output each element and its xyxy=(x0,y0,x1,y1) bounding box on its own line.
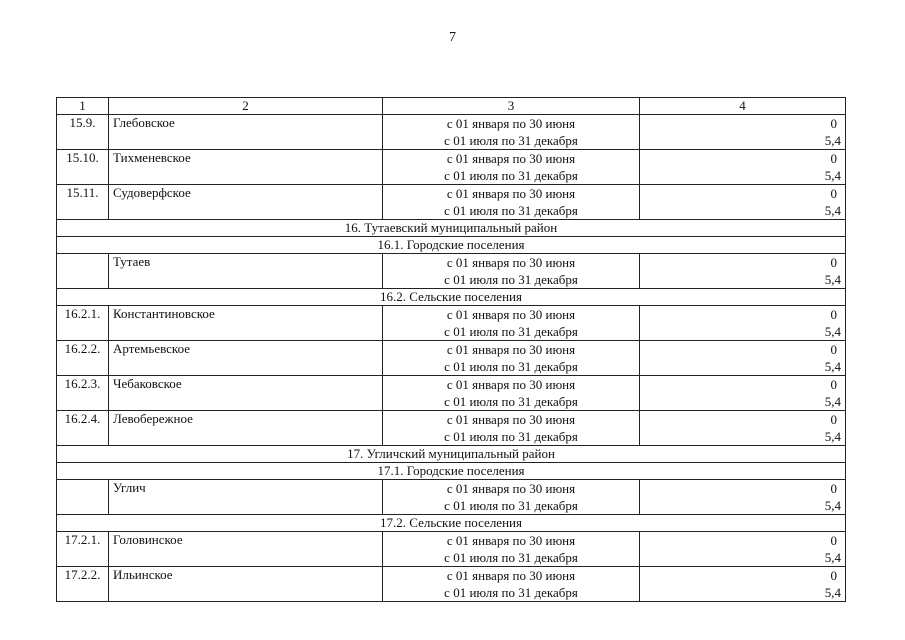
settlement-name: Углич xyxy=(109,480,383,515)
section-row xyxy=(57,237,846,254)
row-number xyxy=(57,480,109,515)
period-cell xyxy=(383,532,640,567)
period-cell xyxy=(383,376,640,411)
section-row xyxy=(57,220,846,237)
period-text: с 01 июля по 31 декабря xyxy=(444,203,578,218)
period-text: с 01 июля по 31 декабря xyxy=(444,168,578,183)
period-text: с 01 января по 30 июня xyxy=(446,186,576,201)
period-cell xyxy=(383,480,640,515)
rate-value: 0 xyxy=(830,307,837,322)
row-number: 16.2.2. xyxy=(57,341,109,376)
period-cell xyxy=(383,306,640,341)
settlement-name: Ильинское xyxy=(109,567,383,602)
period-text: с 01 июля по 31 декабря xyxy=(444,272,578,287)
settlement-name: Константиновское xyxy=(109,306,383,341)
period-cell xyxy=(383,150,640,185)
period-cell xyxy=(383,567,640,602)
value-cell xyxy=(640,341,846,376)
period-text: с 01 июля по 31 декабря xyxy=(444,498,578,513)
table-row xyxy=(57,341,846,376)
rate-value: 0 xyxy=(830,481,837,496)
table-row xyxy=(57,480,846,515)
section-title: 16.1. Городские поселения xyxy=(57,237,846,254)
rate-value: 0 xyxy=(830,116,837,131)
period-text: с 01 января по 30 июня xyxy=(446,481,576,496)
row-number: 15.10. xyxy=(57,150,109,185)
value-cell xyxy=(640,411,846,446)
period-text: с 01 января по 30 июня xyxy=(446,533,576,548)
period-text: с 01 января по 30 июня xyxy=(446,568,576,583)
value-cell xyxy=(640,306,846,341)
tariff-table xyxy=(56,97,846,602)
value-cell xyxy=(640,376,846,411)
section-row xyxy=(57,515,846,532)
row-number: 17.2.2. xyxy=(57,567,109,602)
rate-value: 5,4 xyxy=(824,585,841,600)
column-header-2: 2 xyxy=(109,98,383,115)
table-row xyxy=(57,306,846,341)
period-text: с 01 июля по 31 декабря xyxy=(444,359,578,374)
table-body xyxy=(57,98,846,602)
value-cell xyxy=(640,567,846,602)
section-title: 16. Тутаевский муниципальный район xyxy=(57,220,846,237)
period-text: с 01 января по 30 июня xyxy=(446,255,576,270)
table-header-row xyxy=(57,98,846,115)
period-cell xyxy=(383,185,640,220)
row-number: 16.2.3. xyxy=(57,376,109,411)
table-row xyxy=(57,376,846,411)
settlement-name: Тутаев xyxy=(109,254,383,289)
rate-value: 0 xyxy=(830,255,837,270)
period-cell xyxy=(383,254,640,289)
section-row xyxy=(57,463,846,480)
rate-value: 0 xyxy=(830,186,837,201)
settlement-name: Глебовское xyxy=(109,115,383,150)
rate-value: 5,4 xyxy=(824,168,841,183)
rate-value: 5,4 xyxy=(824,550,841,565)
value-cell xyxy=(640,115,846,150)
rate-value: 0 xyxy=(830,377,837,392)
value-cell xyxy=(640,480,846,515)
column-header-1: 1 xyxy=(57,98,109,115)
period-cell xyxy=(383,341,640,376)
table-row xyxy=(57,185,846,220)
rate-value: 5,4 xyxy=(824,498,841,513)
row-number: 15.9. xyxy=(57,115,109,150)
rate-value: 5,4 xyxy=(824,359,841,374)
row-number: 16.2.4. xyxy=(57,411,109,446)
settlement-name: Артемьевское xyxy=(109,341,383,376)
period-text: с 01 января по 30 июня xyxy=(446,377,576,392)
rate-value: 5,4 xyxy=(824,324,841,339)
period-text: с 01 июля по 31 декабря xyxy=(444,324,578,339)
value-cell xyxy=(640,532,846,567)
settlement-name: Судоверфское xyxy=(109,185,383,220)
period-text: с 01 января по 30 июня xyxy=(446,342,576,357)
table-row xyxy=(57,150,846,185)
period-cell xyxy=(383,115,640,150)
period-text: с 01 июля по 31 декабря xyxy=(444,429,578,444)
row-number xyxy=(57,254,109,289)
table-row xyxy=(57,567,846,602)
settlement-name: Головинское xyxy=(109,532,383,567)
rate-value: 5,4 xyxy=(824,203,841,218)
period-text: с 01 января по 30 июня xyxy=(446,116,576,131)
settlement-name: Тихменевское xyxy=(109,150,383,185)
rate-value: 0 xyxy=(830,342,837,357)
column-header-3: 3 xyxy=(383,98,640,115)
period-text: с 01 января по 30 июня xyxy=(446,307,576,322)
period-cell xyxy=(383,411,640,446)
table-row xyxy=(57,411,846,446)
table-row xyxy=(57,254,846,289)
period-text: с 01 июля по 31 декабря xyxy=(444,394,578,409)
section-title: 17. Угличский муниципальный район xyxy=(57,446,846,463)
section-row xyxy=(57,289,846,306)
table-row xyxy=(57,532,846,567)
rate-value: 0 xyxy=(830,412,837,427)
period-text: с 01 июля по 31 декабря xyxy=(444,133,578,148)
section-title: 17.1. Городские поселения xyxy=(57,463,846,480)
period-text: с 01 июля по 31 декабря xyxy=(444,585,578,600)
rate-value: 5,4 xyxy=(824,394,841,409)
page-number: 7 xyxy=(449,30,456,45)
value-cell xyxy=(640,185,846,220)
row-number: 17.2.1. xyxy=(57,532,109,567)
rate-value: 0 xyxy=(830,533,837,548)
rate-value: 0 xyxy=(830,568,837,583)
column-header-4: 4 xyxy=(640,98,846,115)
rate-value: 5,4 xyxy=(824,272,841,287)
section-title: 16.2. Сельские поселения xyxy=(57,289,846,306)
settlement-name: Чебаковское xyxy=(109,376,383,411)
section-title: 17.2. Сельские поселения xyxy=(57,515,846,532)
table-row xyxy=(57,115,846,150)
value-cell xyxy=(640,254,846,289)
section-row xyxy=(57,446,846,463)
rate-value: 5,4 xyxy=(824,133,841,148)
period-text: с 01 января по 30 июня xyxy=(446,151,576,166)
row-number: 16.2.1. xyxy=(57,306,109,341)
rate-value: 5,4 xyxy=(824,429,841,444)
value-cell xyxy=(640,150,846,185)
period-text: с 01 июля по 31 декабря xyxy=(444,550,578,565)
settlement-name: Левобережное xyxy=(109,411,383,446)
period-text: с 01 января по 30 июня xyxy=(446,412,576,427)
rate-value: 0 xyxy=(830,151,837,166)
row-number: 15.11. xyxy=(57,185,109,220)
